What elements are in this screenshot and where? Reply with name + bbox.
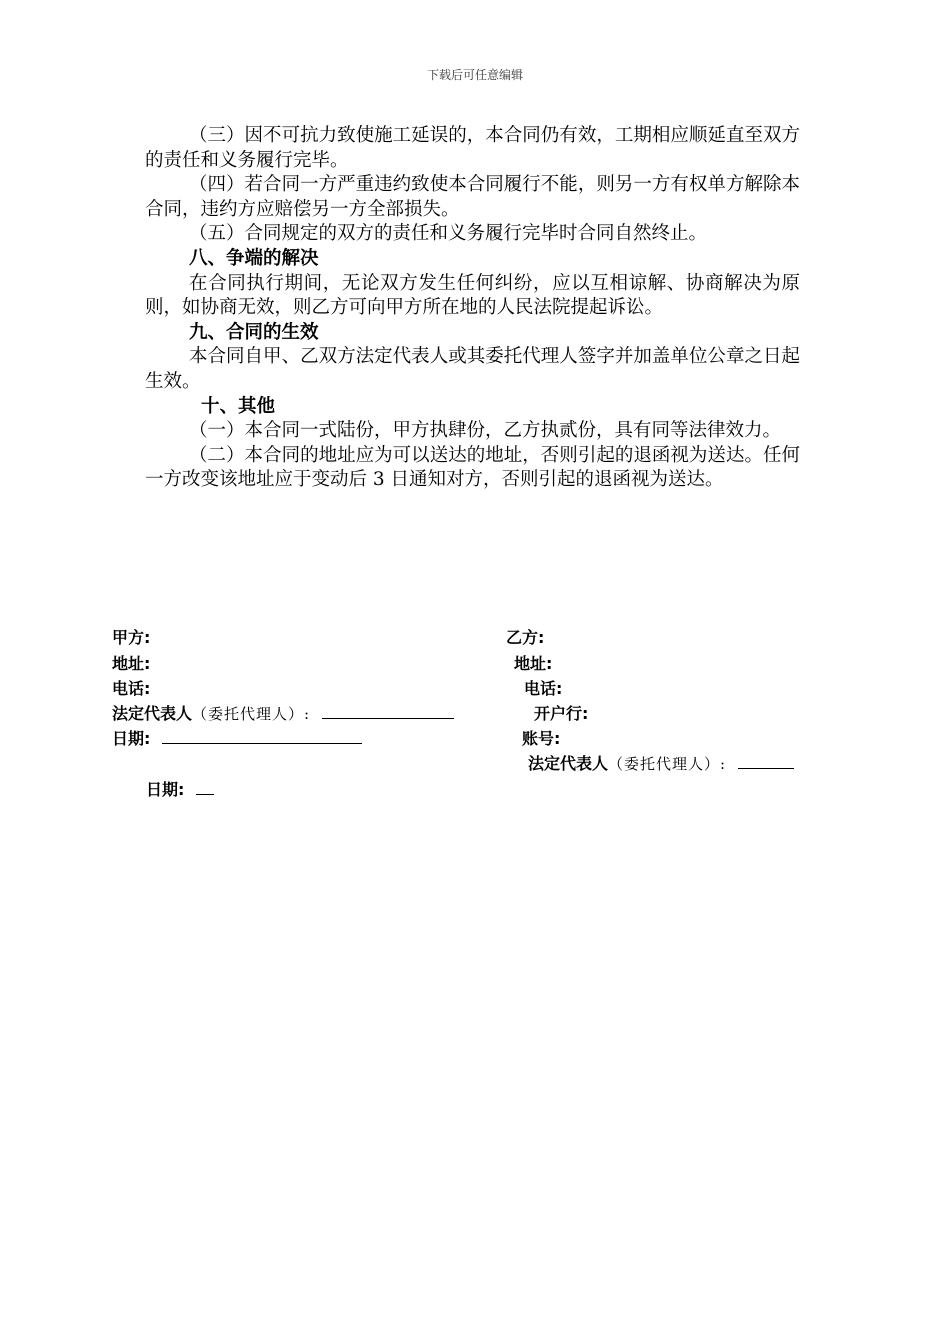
clause-natural-termination: （五）合同规定的双方的责任和义务履行完毕时合同自然终止。 [189,223,708,245]
party-a-date-label: 日期: [112,729,151,748]
party-b-rep-label: 法定代表人 [528,754,609,773]
party-a-rep-label: 法定代表人 [112,704,193,723]
party-b-rep-blank [738,754,794,769]
party-b-rep-line [528,751,794,774]
party-a-date-blank [162,729,362,744]
section-heading-dispute: 八、争端的解决 [189,247,319,269]
section-heading-effect: 九、合同的生效 [189,321,319,343]
party-b-bank-label: 开户行: [534,704,589,723]
party-a-date-line [112,726,362,749]
page-header-note: 下载后可任意编辑 [426,68,523,82]
party-a-address-label: 地址: [112,654,151,673]
clause-effect: 本合同自甲、乙双方法定代表人或其委托代理人签字并加盖单位公章之日起生效。 [145,346,800,392]
party-b-name-label: 乙方: [506,628,545,647]
party-a-name-label: 甲方: [112,628,151,647]
party-a-rep-line [112,701,454,724]
clause-address: （二）本合同的地址应为可以送达的地址，否则引起的退函视为送达。任何一方改变该地址应于变动后 3 日通知对方，否则引起的退函视为送达。 [145,444,800,491]
party-b-rep-paren: （委托代理人）: [608,755,727,773]
party-b-account-label: 账号: [522,729,561,748]
party-b-date-line [146,777,214,800]
party-b-address-label: 地址: [514,654,553,673]
party-b-phone-label: 电话: [524,679,563,698]
clause-force-majeure: （三）因不可抗力致使施工延误的，本合同仍有效，工期相应顺延直至双方的责任和义务履行完毕。 [145,125,800,171]
party-b-date-label: 日期: [146,780,185,799]
clause-dispute: 在合同执行期间，无论双方发生任何纠纷，应以互相谅解、协商解决为原则，如协商无效，则乙方可向甲方所在地的人民法院提起诉讼。 [145,272,800,319]
party-a-rep-paren: （委托代理人）: [192,705,311,723]
clause-termination-breach: （四）若合同一方严重违约致使本合同履行不能，则另一方有权单方解除本合同，违约方应赔偿另一方全部损失。 [145,174,800,220]
party-a-phone-label: 电话: [112,679,151,698]
clause-copies: （一）本合同一式陆份，甲方执肆份，乙方执贰份，具有同等法律效力。 [189,420,782,442]
party-b-date-blank [196,780,214,795]
section-heading-other: 十、其他 [201,395,276,417]
contract-body [145,124,800,493]
party-a-rep-blank [322,704,454,719]
